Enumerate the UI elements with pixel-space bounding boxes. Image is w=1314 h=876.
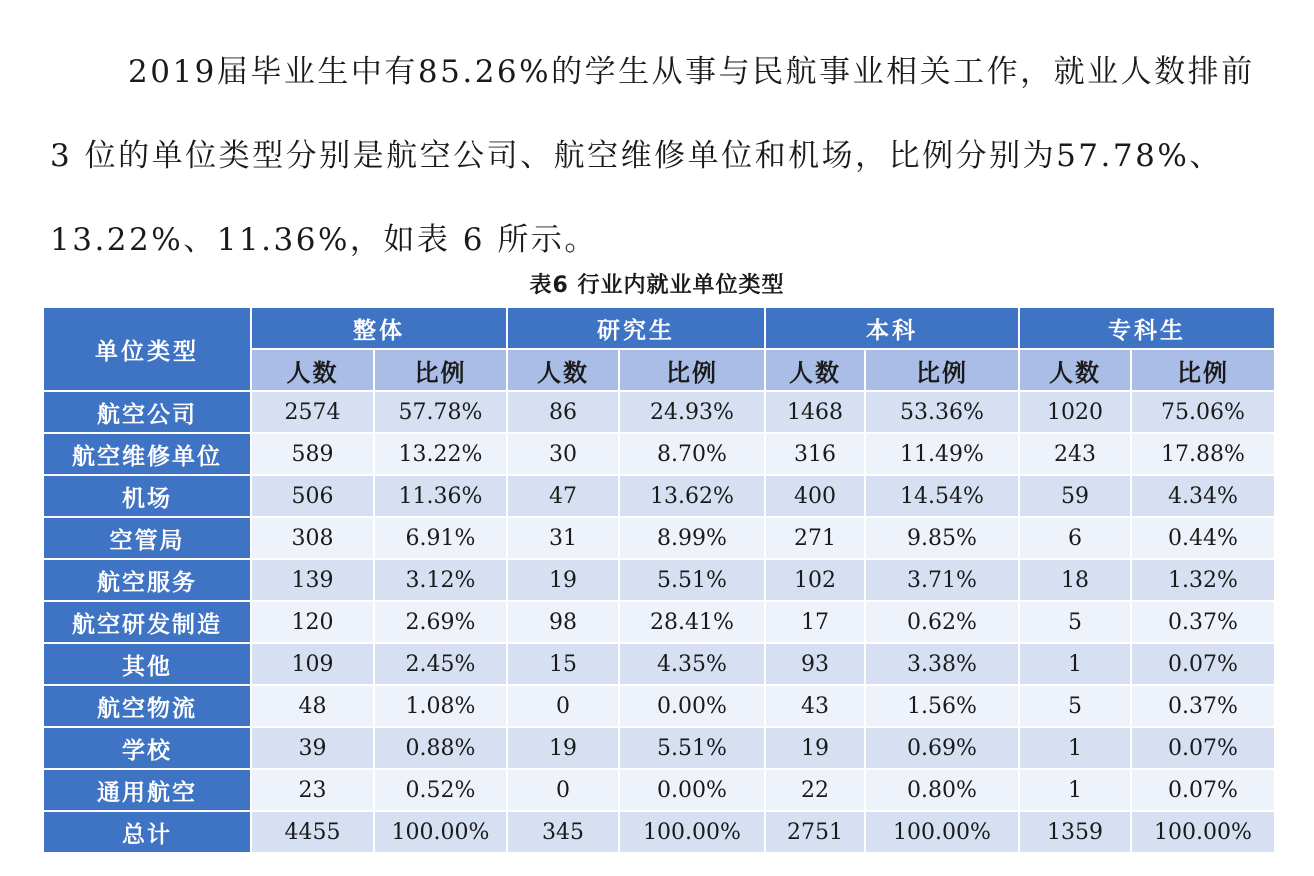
ratio-cell: 100.00%: [375, 812, 506, 852]
count-cell: 31: [508, 518, 618, 558]
table-row: [44, 686, 1274, 726]
row-label: 航空研发制造: [44, 602, 250, 642]
ratio-cell: 13.62%: [620, 476, 764, 516]
ratio-cell: 17.88%: [1132, 434, 1274, 474]
count-cell: 39: [252, 728, 373, 768]
count-cell: 0: [508, 770, 618, 810]
sub-header-ratio: 比例: [1132, 350, 1274, 390]
row-label: 航空物流: [44, 686, 250, 726]
count-cell: 109: [252, 644, 373, 684]
table-body: [44, 392, 1274, 852]
ratio-cell: 5.51%: [620, 728, 764, 768]
ratio-cell: 8.99%: [620, 518, 764, 558]
table-row: [44, 770, 1274, 810]
count-cell: 139: [252, 560, 373, 600]
count-cell: 1: [1020, 728, 1130, 768]
row-label: 机场: [44, 476, 250, 516]
sub-header-ratio: 比例: [375, 350, 506, 390]
ratio-cell: 5.51%: [620, 560, 764, 600]
count-cell: 1020: [1020, 392, 1130, 432]
sub-header-count: 人数: [1020, 350, 1130, 390]
sub-header-count: 人数: [508, 350, 618, 390]
ratio-cell: 0.52%: [375, 770, 506, 810]
ratio-cell: 100.00%: [1132, 812, 1274, 852]
ratio-cell: 11.49%: [866, 434, 1018, 474]
ratio-cell: 0.69%: [866, 728, 1018, 768]
count-cell: 47: [508, 476, 618, 516]
count-cell: 308: [252, 518, 373, 558]
count-cell: 19: [766, 728, 864, 768]
count-cell: 17: [766, 602, 864, 642]
count-cell: 589: [252, 434, 373, 474]
ratio-cell: 3.71%: [866, 560, 1018, 600]
count-cell: 30: [508, 434, 618, 474]
ratio-cell: 0.88%: [375, 728, 506, 768]
count-cell: 22: [766, 770, 864, 810]
group-header-overall: 整体: [252, 308, 506, 348]
row-label: 航空维修单位: [44, 434, 250, 474]
count-cell: 59: [1020, 476, 1130, 516]
table-row: [44, 392, 1274, 432]
count-cell: 86: [508, 392, 618, 432]
count-cell: 15: [508, 644, 618, 684]
table-row: [44, 644, 1274, 684]
ratio-cell: 6.91%: [375, 518, 506, 558]
count-cell: 6: [1020, 518, 1130, 558]
ratio-cell: 0.44%: [1132, 518, 1274, 558]
ratio-cell: 0.37%: [1132, 602, 1274, 642]
sub-header-count: 人数: [766, 350, 864, 390]
table-row: [44, 476, 1274, 516]
row-label: 其他: [44, 644, 250, 684]
ratio-cell: 0.00%: [620, 686, 764, 726]
count-cell: 243: [1020, 434, 1130, 474]
count-cell: 0: [508, 686, 618, 726]
ratio-cell: 75.06%: [1132, 392, 1274, 432]
count-cell: 1359: [1020, 812, 1130, 852]
count-cell: 345: [508, 812, 618, 852]
ratio-cell: 9.85%: [866, 518, 1018, 558]
ratio-cell: 57.78%: [375, 392, 506, 432]
ratio-cell: 28.41%: [620, 602, 764, 642]
corner-header: 单位类型: [44, 308, 250, 390]
row-label: 通用航空: [44, 770, 250, 810]
ratio-cell: 1.08%: [375, 686, 506, 726]
count-cell: 1: [1020, 770, 1130, 810]
table-row: [44, 602, 1274, 642]
row-label: 学校: [44, 728, 250, 768]
sub-header-ratio: 比例: [866, 350, 1018, 390]
ratio-cell: 2.45%: [375, 644, 506, 684]
ratio-cell: 100.00%: [620, 812, 764, 852]
count-cell: 316: [766, 434, 864, 474]
count-cell: 102: [766, 560, 864, 600]
count-cell: 19: [508, 728, 618, 768]
ratio-cell: 0.07%: [1132, 770, 1274, 810]
ratio-cell: 53.36%: [866, 392, 1018, 432]
table-row: [44, 728, 1274, 768]
count-cell: 1468: [766, 392, 864, 432]
table-caption: 表6 行业内就业单位类型: [529, 273, 785, 298]
ratio-cell: 11.36%: [375, 476, 506, 516]
count-cell: 98: [508, 602, 618, 642]
sub-header-ratio: 比例: [620, 350, 764, 390]
table-row: [44, 812, 1274, 852]
ratio-cell: 0.00%: [620, 770, 764, 810]
ratio-cell: 13.22%: [375, 434, 506, 474]
count-cell: 5: [1020, 686, 1130, 726]
group-header-junior-college: 专科生: [1020, 308, 1274, 348]
table-row: [44, 434, 1274, 474]
row-label: 航空服务: [44, 560, 250, 600]
intro-paragraph: 2019届毕业生中有85.26%的学生从事与民航事业相关工作，就业人数排前 3 位的单位类型分别是航空公司、航空维修单位和机场，比例分别为57.78%、13.22%、11.36%，如表 6 所示。: [50, 54, 1255, 258]
count-cell: 4455: [252, 812, 373, 852]
row-label: 航空公司: [44, 392, 250, 432]
employment-table: [42, 306, 1276, 854]
group-header-undergraduate: 本科: [766, 308, 1018, 348]
count-cell: 400: [766, 476, 864, 516]
count-cell: 18: [1020, 560, 1130, 600]
ratio-cell: 0.07%: [1132, 644, 1274, 684]
ratio-cell: 100.00%: [866, 812, 1018, 852]
group-header-graduate: 研究生: [508, 308, 764, 348]
ratio-cell: 0.80%: [866, 770, 1018, 810]
ratio-cell: 0.07%: [1132, 728, 1274, 768]
sub-header-count: 人数: [252, 350, 373, 390]
ratio-cell: 14.54%: [866, 476, 1018, 516]
count-cell: 2574: [252, 392, 373, 432]
ratio-cell: 4.34%: [1132, 476, 1274, 516]
ratio-cell: 0.62%: [866, 602, 1018, 642]
table-row: [44, 518, 1274, 558]
count-cell: 120: [252, 602, 373, 642]
ratio-cell: 3.12%: [375, 560, 506, 600]
ratio-cell: 3.38%: [866, 644, 1018, 684]
ratio-cell: 0.37%: [1132, 686, 1274, 726]
count-cell: 2751: [766, 812, 864, 852]
ratio-cell: 24.93%: [620, 392, 764, 432]
count-cell: 19: [508, 560, 618, 600]
row-label: 总计: [44, 812, 250, 852]
count-cell: 271: [766, 518, 864, 558]
ratio-cell: 8.70%: [620, 434, 764, 474]
ratio-cell: 4.35%: [620, 644, 764, 684]
count-cell: 43: [766, 686, 864, 726]
count-cell: 506: [252, 476, 373, 516]
row-label: 空管局: [44, 518, 250, 558]
count-cell: 1: [1020, 644, 1130, 684]
ratio-cell: 2.69%: [375, 602, 506, 642]
count-cell: 93: [766, 644, 864, 684]
table-row: [44, 560, 1274, 600]
count-cell: 48: [252, 686, 373, 726]
count-cell: 23: [252, 770, 373, 810]
ratio-cell: 1.56%: [866, 686, 1018, 726]
count-cell: 5: [1020, 602, 1130, 642]
ratio-cell: 1.32%: [1132, 560, 1274, 600]
